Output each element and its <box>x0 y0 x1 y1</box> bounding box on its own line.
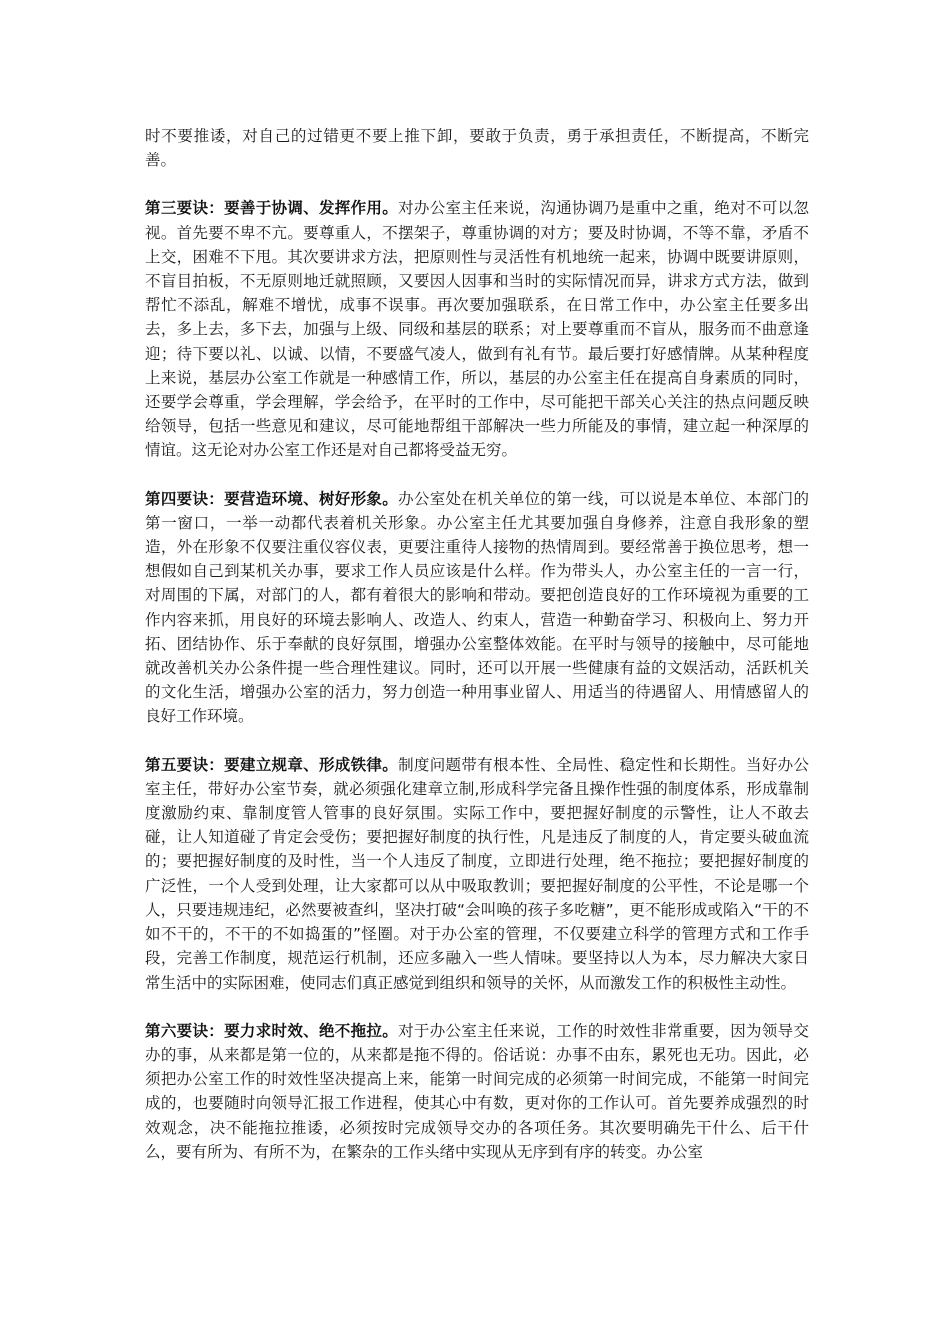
paragraph-text: 时不要推诿，对自己的过错更不要上推下卸，要敢于负责，勇于承担责任，不断提高，不断完善。 <box>145 127 809 170</box>
paragraph-continuation <box>145 124 809 172</box>
paragraph-fifth-tip <box>145 753 809 995</box>
document-body <box>145 124 809 1188</box>
paragraph-heading: 第三要诀：要善于协调、发挥作用。 <box>145 199 399 218</box>
paragraph-text: 对于办公室主任来说，工作的时效性非常重要，因为领导交办的事，从来都是第一位的，从来都是拖不得的。俗话说：办事不由东，累死也无功。因此，必须把办公室工作的时效性坚决提高上来，能第一时间完成的必须第一时间完成，不能第一时间完成的，也要随时向领导汇报工作进程，使其心中有数，更对你的工作认可。首先要养成强烈的时效观念，决不能拖拉推诿，必须按时完成领导交办的各项任务。其次要明确先干什么、后干什么，要有所为、有所不为，在繁杂的工作头绪中实现从无序到有序的转变。办公室 <box>145 1021 809 1161</box>
paragraph-heading: 第五要诀：要建立规章、形成铁律。 <box>145 755 399 774</box>
paragraph-sixth-tip <box>145 1019 809 1164</box>
paragraph-text: 制度问题带有根本性、全局性、稳定性和长期性。当好办公室主任，带好办公室节奏，就必须强化建章立制,形成科学完备且操作性强的制度体系，形成靠制度激励约束、靠制度管人管事的良好氛围。实际工作中，要把握好制度的示警性，让人不敢去碰，让人知道碰了肯定会受伤；要把握好制度的执行性，凡是违反了制度的人，肯定要头破血流的；要把握好制度的及时性，当一个人违反了制度，立即进行处理，绝不拖拉；要把握好制度的广泛性，一个人受到处理，让大家都可以从中吸取教训；要把握好制度的公平性，不论是哪一个人，只要违规违纪，必然要被查纠，坚决打破“会叫唤的孩子多吃糖”，更不能形成或陷入“干的不如不干的，不干的不如捣蛋的”怪圈。对于办公室的管理，不仅要建立科学的管理方式和工作手段，完善工作制度，规范运行机制，还应多融入一些人情味。要坚持以人为本，尽力解决大家日常生活中的实际困难，使同志们真正感觉到组织和领导的关怀，从而激发工作的积极性主动性。 <box>145 755 809 992</box>
paragraph-fourth-tip <box>145 487 809 729</box>
paragraph-heading: 第四要诀：要营造环境、树好形象。 <box>145 489 399 508</box>
paragraph-text: 办公室处在机关单位的第一线，可以说是本单位、本部门的第一窗口，一举一动都代表着机关形象。办公室主任尤其要加强自身修养，注意自我形象的塑造，外在形象不仅要注重仪容仪表，更要注重待人接物的热情周到。要经常善于换位思考，想一想假如自己到某机关办事，要求工作人员应该是什么样。作为带头人，办公室主任的一言一行，对周围的下属，对部门的人，都有着很大的影响和带动。要把创造良好的工作环境视为重要的工作内容来抓，用良好的环境去影响人、改造人、约束人，营造一种勤奋学习、积极向上、努力开拓、团结协作、乐于奉献的良好氛围，增强办公室整体效能。在平时与领导的接触中，尽可能地就改善机关办公条件提一些合理性建议。同时，还可以开展一些健康有益的文娱活动，活跃机关的文化生活，增强办公室的活力，努力创造一种用事业留人、用适当的待遇留人、用情感留人的良好工作环境。 <box>145 489 809 726</box>
paragraph-heading: 第六要诀：要力求时效、绝不拖拉。 <box>145 1021 399 1040</box>
paragraph-third-tip <box>145 196 809 462</box>
paragraph-text: 对办公室主任来说，沟通协调乃是重中之重，绝对不可以忽视。首先要不卑不亢。要尊重人，不摆架子，尊重协调的对方；要及时协调，不等不靠，矛盾不上交，困难不下甩。其次要讲求方法，把原则性与灵活性有机地统一起来，协调中既要讲原则，不盲目拍板，不无原则地迁就照顾，又要因人因事和当时的实际情况而异，讲求方式方法，做到帮忙不添乱，解难不增忧，成事不误事。再次要加强联系，在日常工作中，办公室主任要多出去，多上去，多下去，加强与上级、同级和基层的联系；对上要尊重而不盲从，服务而不曲意逢迎；待下要以礼、以诚、以情，不要盛气凌人，做到有礼有节。最后要打好感情牌。从某种程度上来说，基层办公室工作就是一种感情工作，所以，基层的办公室主任在提高自身素质的同时，还要学会尊重，学会理解，学会给予，在平时的工作中，尽可能把干部关心关注的热点问题反映给领导，包括一些意见和建议，尽可能地帮组干部解决一些力所能及的事情，建立起一种深厚的情谊。这无论对办公室工作还是对自己都将受益无穷。 <box>145 199 809 460</box>
